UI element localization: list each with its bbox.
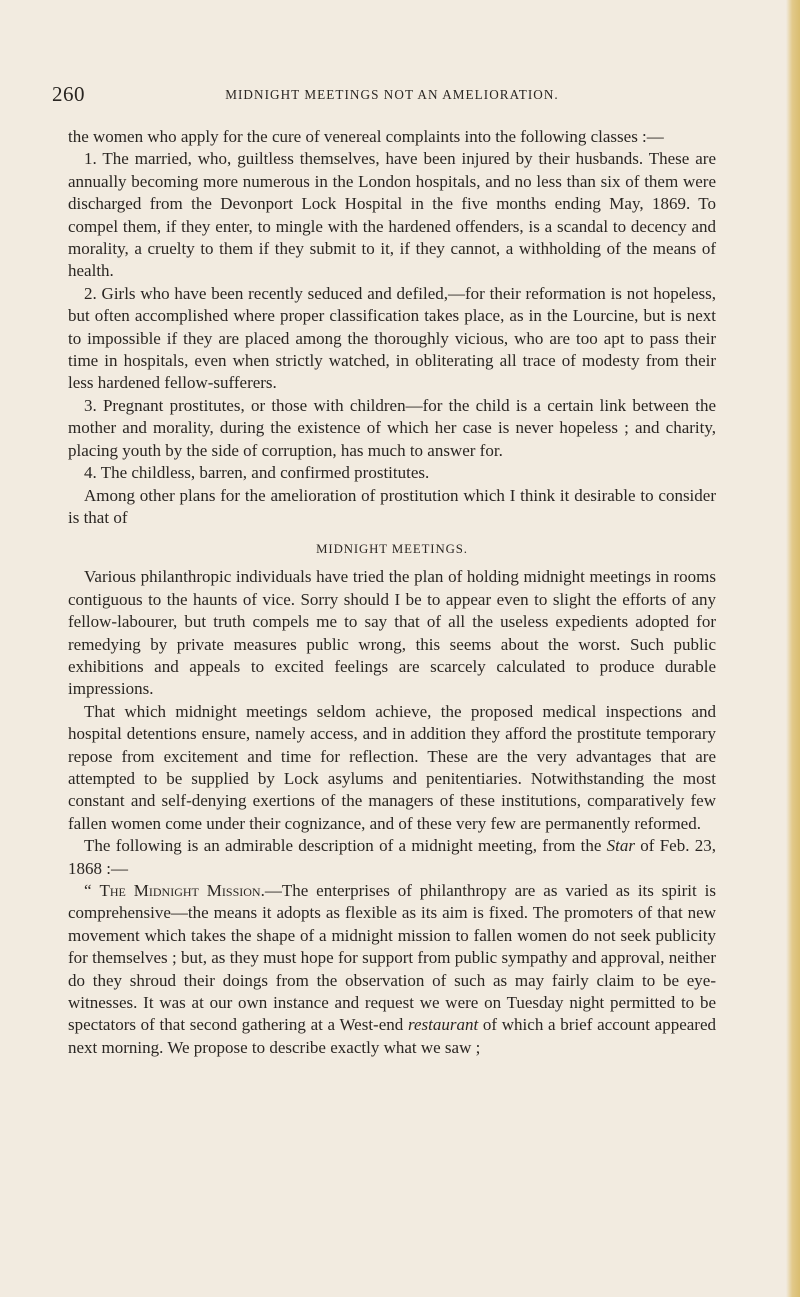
citation-text-after: of Feb. 23, 1868 :— (68, 836, 716, 878)
paragraph-class-1: 1. The married, who, guiltless themselves, have been injured by their husbands. These are annually becoming more numerous in the London hospitals, and no less than six of them were discharged from the Devonport Lock Hospital in the five months ending May, 1869. To compel them, if they enter, to mingle with the hardened offenders, is a scandal to decency and morality, a cruelty to them if they submit to it, if they cannot, a withholding of the means of health. (68, 149, 716, 281)
paragraph-philanthropic: Various philanthropic individuals have tried the plan of holding midnight meetings in rooms contiguous to the haunts of vice. Sorry should I be to appear even to slight the efforts of any fellow-labourer, but truth compels me to say that of all the useless expedients adopted for remedying by private measures public wrong, this seems about the worst. Such public exhibitions and appeals to excited feelings are scarcely calculated to produce durable impressions. (68, 567, 716, 699)
page-edge-shadow (786, 0, 800, 1297)
article-text-b: of which a brief account appeared next morning. We propose to describe exactly what we saw ; (68, 1015, 716, 1057)
paragraph-class-3: 3. Pregnant prostitutes, or those with children—for the child is a certain link between the mother and morality, during the existence of which her case is never hopeless ; and charity, placing youth by the side of corruption, has much to answer for. (68, 395, 716, 460)
article-text-a: —The enterprises of philanthropy are as varied as its spirit is comprehensive—the means it adopts as flexible as its aim is fixed. The promoters of that new movement which takes the shape of a midnight mission to fallen women do not seek publicity for themselves ; but, as they must hope for support from public sympathy and approval, neither do they shroud their doings from the observation of such as may fairly claim to be eye-witnesses. It was at our own instance and request we were on Tuesday night permitted to be spectators of that second gathering at a West-end (68, 881, 716, 1035)
paragraph-star-citation (68, 835, 716, 880)
page-number: 260 (52, 82, 85, 106)
section-heading: MIDNIGHT MEETINGS. (316, 542, 468, 557)
paragraph-quoted-article (68, 880, 716, 1059)
running-head (52, 82, 716, 118)
paragraph-class-4: 4. The childless, barren, and confirmed prostitutes. (84, 463, 430, 483)
article-heading: The Midnight Mission. (99, 881, 265, 900)
paragraph-intro: the women who apply for the cure of venereal complaints into the following classes :— (68, 127, 664, 146)
paragraph-class-2: 2. Girls who have been recently seduced and defiled,—for their reformation is not hopeless, but often accomplished where proper classification takes place, as in the Lourcine, but is next to impossible if they are placed among the thoroughly vicious, who are too apt to pass their time in hospitals, even when strictly watched, in obliterating all trace of modesty from their less hardened fellow-sufferers. (68, 283, 716, 393)
body-text (68, 126, 716, 1059)
paragraph-midnight-meetings: That which midnight meetings seldom achieve, the proposed medical inspections and hospital detentions ensure, namely access, and in addition they afford the prostitute temporary repose from excitement and time for reflection. These are the very advantages that are attempted to be supplied by Lock asylums and penitentiaries. Notwithstanding the most constant and self-denying exertions of the managers of these institutions, comparatively few fallen women come under their cognizance, and of these very few are permanently reformed. (68, 701, 716, 833)
open-quote: “ (84, 881, 100, 900)
newspaper-title: Star (606, 836, 635, 856)
paragraph-amelioration: Among other plans for the amelioration of prostitution which I think it desirable to consider is that of (68, 485, 716, 527)
citation-text-before: The following is an admirable description of a midnight meeting, from the (84, 836, 607, 856)
running-title: MIDNIGHT MEETINGS NOT AN AMELIORATION. (225, 87, 559, 102)
book-page (52, 82, 716, 1059)
article-italic-word: restaurant (407, 1015, 479, 1035)
